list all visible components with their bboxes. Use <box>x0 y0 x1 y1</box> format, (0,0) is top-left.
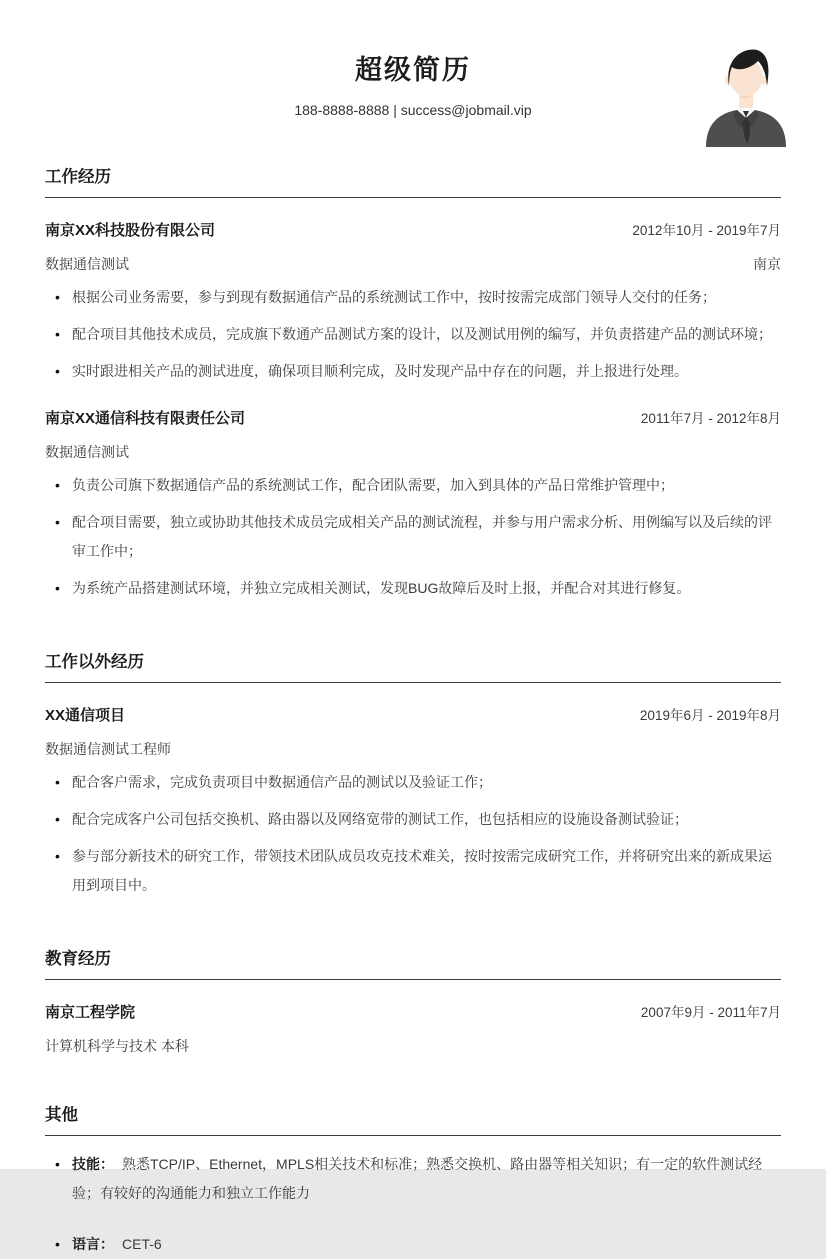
section-title: 教育经历 <box>45 945 781 980</box>
work-entry <box>45 219 781 386</box>
entry-role-row <box>45 739 781 759</box>
section-education <box>45 945 781 1056</box>
org-name: 南京XX科技股份有限公司 <box>45 222 216 239</box>
role-title: 数据通信测试 <box>45 444 129 460</box>
entry-role-row <box>45 442 781 462</box>
skills-item <box>72 1150 781 1208</box>
bullet-item: • 实时跟进相关产品的测试进度，确保项目顺利完成，及时发现产品中存在的问题，并上报进行处理。 <box>72 357 781 386</box>
bullet-item: • 配合项目需要，独立或协助其他技术成员完成相关产品的测试流程，并参与用户需求分析、用例编写以及后续的评审工作中； <box>72 508 781 566</box>
date-range: 2007年9月 - 2011年7月 <box>640 1005 781 1020</box>
language-item <box>72 1230 781 1259</box>
bullet-item: • 配合完成客户公司包括交换机、路由器以及网络宽带的测试工作，也包括相应的设施设备测试验证； <box>72 805 781 834</box>
role-title: 数据通信测试工程师 <box>45 741 171 757</box>
entry-header-row <box>45 219 781 240</box>
entry-role-row <box>45 254 781 274</box>
resume-header <box>45 42 781 118</box>
role-title: 数据通信测试 <box>45 256 129 272</box>
entry-header-row <box>45 1001 781 1022</box>
project-entry <box>45 704 781 900</box>
bullet-item: • 参与部分新技术的研究工作，带领技术团队成员攻克技术难关，按时按需完成研究工作，并将研究出来的新成果运用到项目中。 <box>72 842 781 900</box>
bullet-item: • 负责公司旗下数据通信产品的系统测试工作，配合团队需要，加入到具体的产品日常维护管理中； <box>72 471 781 500</box>
language-label: 语言： <box>72 1236 114 1252</box>
bullet-item: • 配合项目其他技术成员，完成旗下数通产品测试方案的设计，以及测试用例的编写，并负责搭建产品的测试环境； <box>72 320 781 349</box>
location: 南京 <box>753 256 781 272</box>
bullet-item: • 为系统产品搭建测试环境，并独立完成相关测试，发现BUG故障后及时上报，并配合对其进行修复。 <box>72 574 781 603</box>
bullet-list <box>45 1150 781 1259</box>
section-non-work-experience <box>45 648 781 900</box>
major-degree: 计算机科学与技术 本科 <box>45 1038 189 1054</box>
date-range: 2019年6月 - 2019年8月 <box>639 708 781 723</box>
skills-label: 技能： <box>72 1156 114 1172</box>
language-text: CET-6 <box>122 1236 162 1252</box>
org-name: XX通信项目 <box>45 707 126 724</box>
bullet-item: • 根据公司业务需要，参与到现有数据通信产品的系统测试工作中，按时按需完成部门领导人交付的任务； <box>72 283 781 312</box>
entry-header-row <box>45 704 781 725</box>
date-range: 2011年7月 - 2012年8月 <box>640 411 781 426</box>
bullet-item: • 配合客户需求，完成负责项目中数据通信产品的测试以及验证工作； <box>72 768 781 797</box>
section-title: 工作以外经历 <box>45 648 781 683</box>
section-title: 其他 <box>45 1101 781 1136</box>
org-name: 南京XX通信科技有限责任公司 <box>45 410 246 427</box>
bullet-list <box>45 471 781 603</box>
section-work-experience <box>45 163 781 603</box>
section-other <box>45 1101 781 1259</box>
work-entry <box>45 407 781 603</box>
education-entry <box>45 1001 781 1056</box>
entry-role-row <box>45 1036 781 1056</box>
skills-text: 熟悉TCP/IP、Ethernet，MPLS相关技术和标准；熟悉交换机、路由器等相关知识；有一定的软件测试经验；有较好的沟通能力和独立工作能力 <box>72 1156 763 1201</box>
date-range: 2012年10月 - 2019年7月 <box>632 223 781 238</box>
male-avatar-icon <box>702 134 790 147</box>
section-title: 工作经历 <box>45 163 781 198</box>
profile-photo <box>702 44 790 147</box>
contact-line: 188-8888-8888 | success@jobmail.vip <box>294 102 532 118</box>
school-name: 南京工程学院 <box>45 1004 136 1021</box>
entry-header-row <box>45 407 781 428</box>
bullet-list <box>45 768 781 900</box>
bullet-list <box>45 283 781 386</box>
candidate-name: 超级简历 <box>355 55 471 85</box>
